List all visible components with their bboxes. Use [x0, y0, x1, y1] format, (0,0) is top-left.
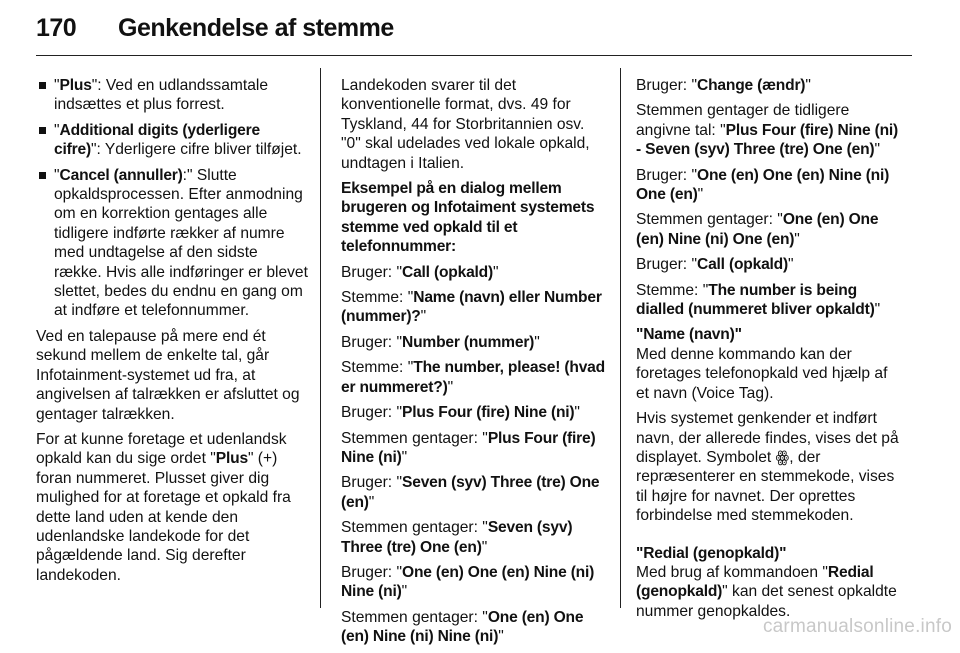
- dialog-line: Bruger: "Change (ændr)": [636, 77, 811, 94]
- paragraph-international: For at kunne foretage et udenlandsk opkald kan du sige ordet "Plus" (+) foran nummeret. Plusset giver dig mulighed for at foretage et opkald fra dette land uden at kende den udenlandske landekode for det pågældende land. Sig derefter landekoden.: [36, 430, 291, 584]
- paragraph-country-code: Landekoden svarer til det konventionelle format, dvs. 49 for Tyskland, 44 for Storbritannien osv. "0" skal udelades ved lokale opkald, undtagen i Italien.: [341, 77, 590, 172]
- dialog-line: Stemmen gentager: "Plus Four (fire) Nine (ni)": [341, 429, 596, 466]
- dialog-line: Bruger: "One (en) One (en) Nine (ni) Nine (ni)": [341, 563, 595, 601]
- page-title: Genkendelse af stemme: [118, 14, 394, 42]
- dialog-lines-continued: [636, 76, 904, 319]
- watermark: carmanualsonline.info: [762, 616, 952, 637]
- dialog-line: Stemmen gentager: "Seven (syv) Three (tre) One (en)": [341, 519, 573, 556]
- paragraph-pause: Ved en talepause på mere end ét sekund mellem de enkelte tal, går Infotainment-systemet ud fra, at angivelsen af talrækken er afsluttet og gentager talrækken.: [36, 327, 300, 423]
- header-rule: [36, 55, 912, 56]
- dialog-line: Bruger: "One (en) One (en) Nine (ni) One (en)": [636, 166, 890, 204]
- dialog-line: Bruger: "Plus Four (fire) Nine (ni)": [341, 404, 580, 422]
- bullet-cancel: "Cancel (annuller):" Slutte opkaldsprocessen. Efter anmodning om en korrektion gentages alle tidligere indførte rækker af numre med undtagelse af den sidste række. Hvis alle indføringer er blevet slettet, bedes du endnu en gang om at indføre et telefonnummer.: [36, 166, 308, 321]
- paragraph-voice-tag: Hvis systemet genkender et indført navn, der allerede findes, vises det på displayet. Symbolet ꙮ, der repræsenterer en stemmekode, vises til højre for navnet. Der oprettes forbindelse med stemmekoden.: [636, 410, 899, 525]
- dialog-line: Stemme: "The number is being dialled (nummeret bliver opkaldt)": [636, 281, 881, 319]
- dialog-line: Bruger: "Number (nummer)": [341, 333, 540, 351]
- dialog-lines: [341, 263, 605, 647]
- dialog-line: Stemme: "Name (navn) eller Number (nummer)?": [341, 289, 602, 326]
- name-command-heading: "Name (navn)": [636, 326, 742, 344]
- dialog-line: Stemmen gentager: "One (en) One (en) Nine (ni) Nine (ni)": [341, 608, 584, 646]
- section-gap: [636, 532, 904, 544]
- page-number: 170: [36, 14, 77, 42]
- column-divider: [620, 68, 621, 608]
- bullet-additional-digits: "Additional digits (yderligere cifre)": Yderligere cifre bliver tilføjet.: [36, 121, 308, 160]
- redial-command-heading: "Redial (genopkald)": [636, 544, 787, 562]
- column-3: [636, 76, 904, 627]
- redial-section: "Redial (genopkald)" Med brug af kommandoen "Redial (genopkald)" kan det senest opkaldte nummer genopkaldes.: [636, 544, 904, 622]
- column-2: [341, 76, 605, 653]
- column-1: [36, 76, 308, 591]
- bullet-plus: "Plus": Ved en udlandssamtale indsættes et plus forrest.: [36, 76, 308, 115]
- voice-tag-icon: ꙮ: [775, 448, 790, 466]
- dialog-line: Bruger: "Seven (syv) Three (tre) One (en)": [341, 474, 600, 511]
- page-header: [0, 0, 960, 62]
- dialog-example-heading: Eksempel på en dialog mellem brugeren og Infotaiment systemets stemme ved opkald til et telefonnummer:: [341, 180, 595, 256]
- dialog-line: Stemmen gentager: "One (en) One (en) Nine (ni) One (en)": [636, 211, 879, 248]
- dialog-line: Stemmen gentager de tidligere angivne tal: "Plus Four (fire) Nine (ni) - Seven (syv) Three (tre) One (en)": [636, 102, 899, 159]
- name-section: "Name (navn)" Med denne kommando kan der foretages telefonopkald ved hjælp af et navn (Voice Tag).: [636, 325, 904, 403]
- dialog-line: Bruger: "Call (opkald)": [636, 256, 794, 274]
- dialog-line: Bruger: "Call (opkald)": [341, 263, 499, 281]
- dialog-line: Stemme: "The number, please! (hvad er nummeret?)": [341, 359, 605, 396]
- column-divider: [320, 68, 321, 608]
